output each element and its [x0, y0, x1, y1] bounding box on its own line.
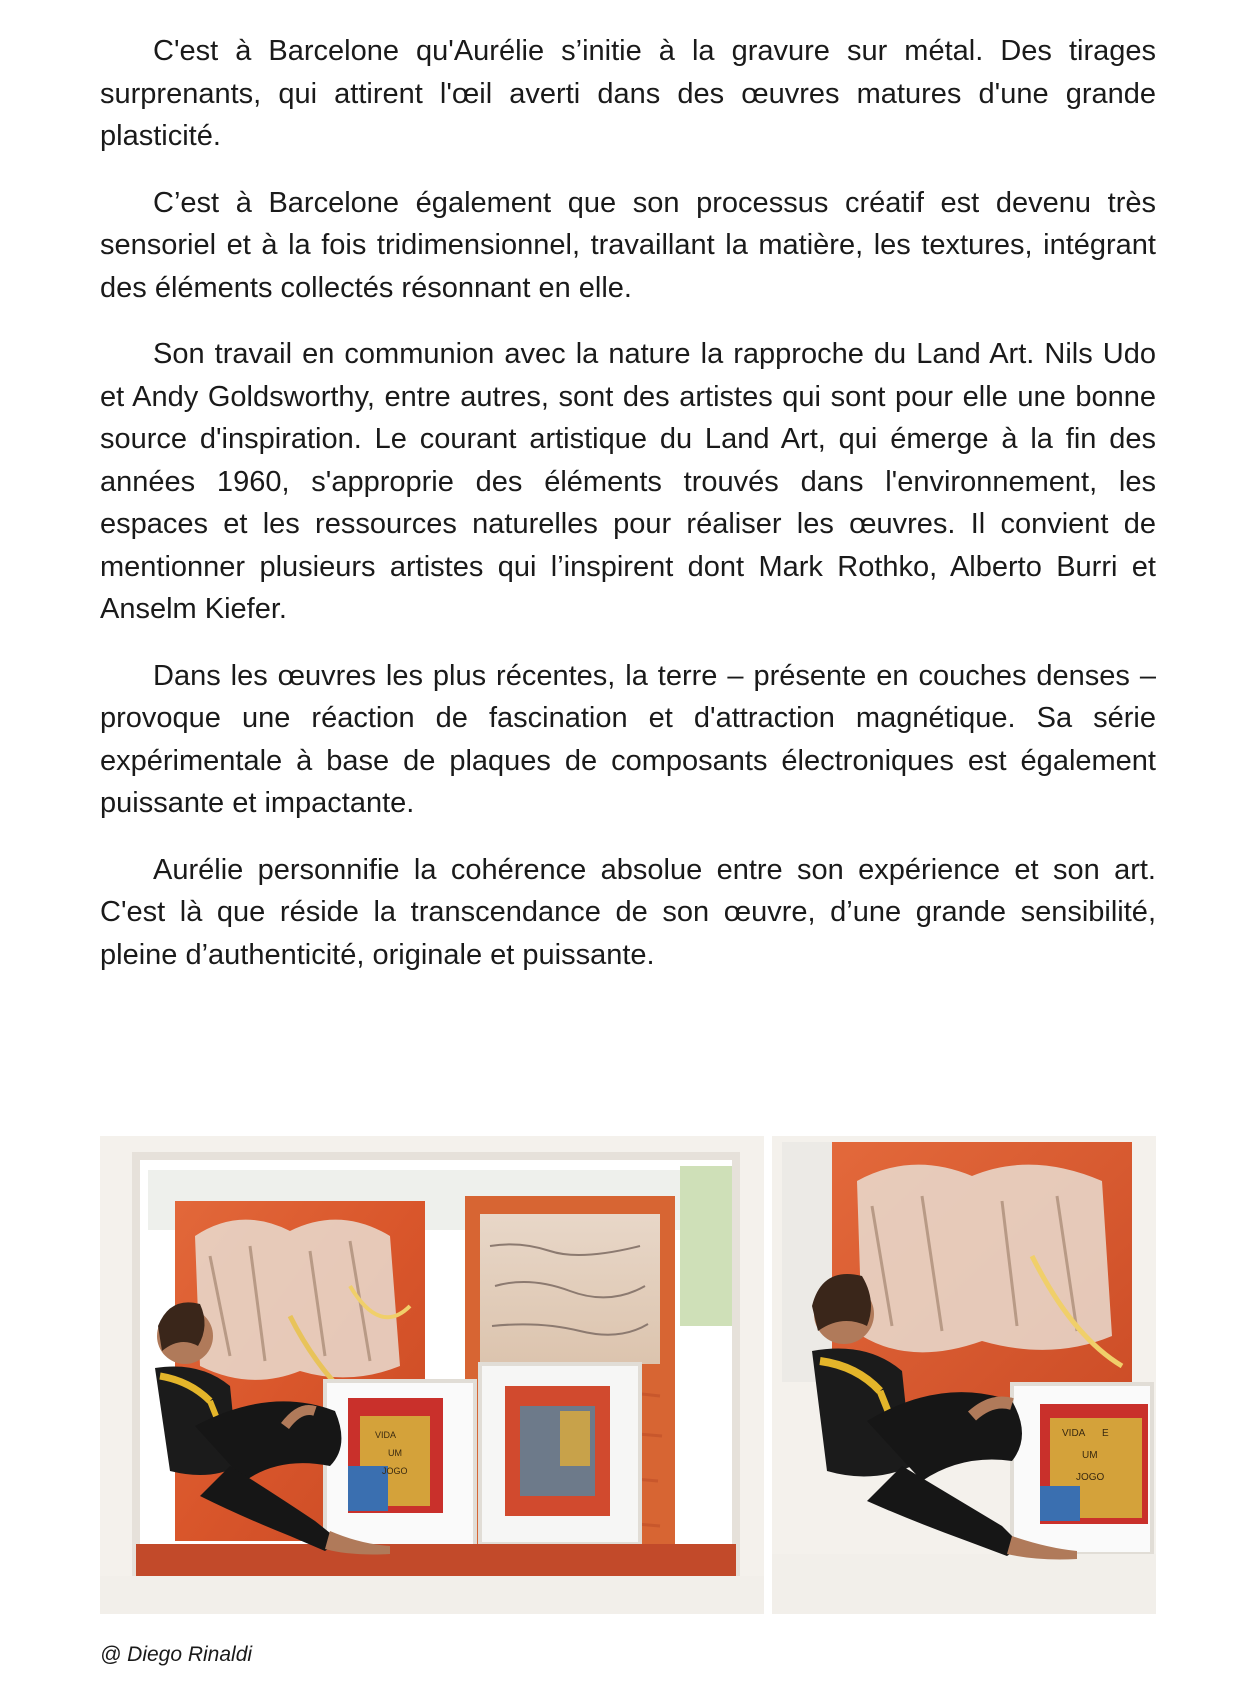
photo-artist-with-paintings-left — [100, 1136, 764, 1614]
paragraph: C'est à Barcelone qu'Aurélie s’initie à la gravure sur métal. Des tirages surprenants, qui attirent l'œil averti dans des œuvres matures d'une grande plasticité. — [100, 35, 1156, 152]
photo-artist-with-paintings-right — [772, 1136, 1156, 1614]
paragraph: Aurélie personnifie la cohérence absolue entre son expérience et son art. C'est là que réside la transcendance de son œuvre, d’une grande sensibilité, pleine d’authenticité, originale et puissante. — [100, 853, 1156, 971]
paragraph: Dans les œuvres les plus récentes, la terre – présente en couches denses – provoque une réaction de fascination et d'attraction magnétique. Sa série expérimentale à base de plaques de composants électroniques est également puissante et impactante. — [100, 659, 1156, 819]
paragraph: Son travail en communion avec la nature la rapproche du Land Art. Nils Udo et Andy Goldsworthy, entre autres, sont des artistes qui sont pour elle une bonne source d'inspiration. Le courant artistique du Land Art, qui émerge à la fin des années 1960, s'approprie des éléments trouvés dans l'environnement, les espaces et les ressources naturelles pour réaliser les œuvres. Il convient de mentionner plusieurs artistes qui l’inspirent dont Mark Rothko, Alberto Burri et Anselm Kiefer. — [100, 338, 1156, 625]
artwork-label: JOGO — [382, 1466, 408, 1476]
artwork-label: VIDA — [1062, 1428, 1086, 1439]
artwork-label: E — [1102, 1428, 1109, 1439]
artwork-label: JOGO — [1076, 1472, 1105, 1483]
artwork-label: VIDA — [375, 1430, 397, 1440]
paragraph: C’est à Barcelone également que son processus créatif est devenu très sensoriel et à la fois tridimensionnel, travaillant la matière, les textures, intégrant des éléments collectés résonnant en elle. — [100, 186, 1156, 304]
artwork-label: UM — [1082, 1450, 1098, 1461]
artwork-label: UM — [388, 1448, 402, 1458]
photo-credit: @ Diego Rinaldi — [100, 1643, 253, 1666]
article-body — [100, 30, 1156, 1000]
